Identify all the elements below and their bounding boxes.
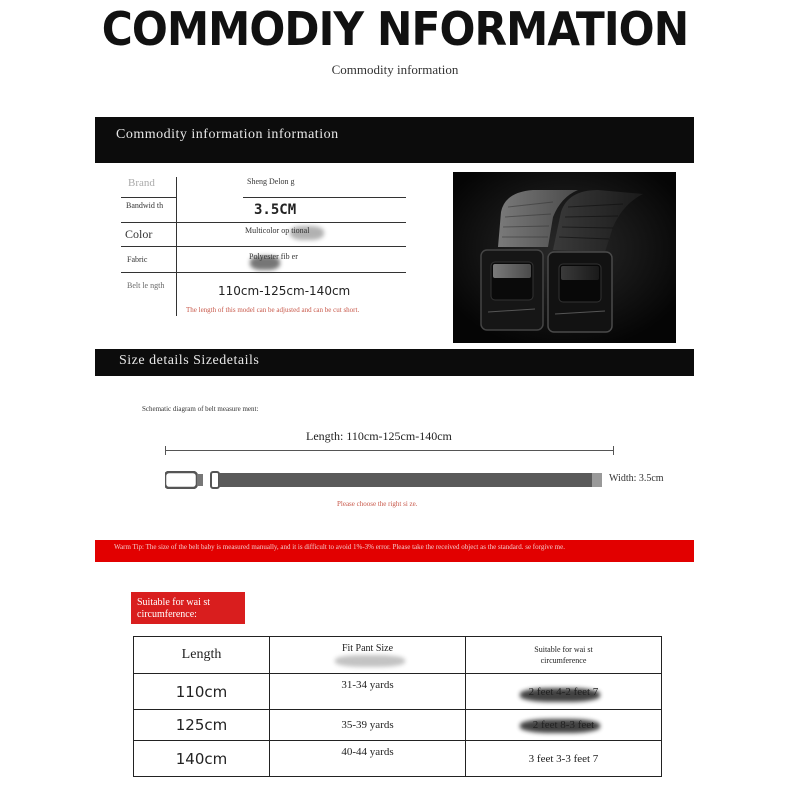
header-length: Length [134,637,270,674]
table-header-row [134,637,662,674]
shade-decoration [335,655,405,667]
row-divider [121,246,406,247]
length-dimension-line [165,450,614,451]
belt-length-label: Belt le ngth [127,281,165,290]
belt-product-image [453,172,676,343]
row-fit-size: 31-34 yards [270,674,466,710]
length-label: Length: 110cm-125cm-140cm [306,429,452,443]
adjust-note: The length of this model can be adjusted and can be cut short. [186,306,360,314]
size-section-title: Size details Sizedetails [119,353,260,368]
row-length: 125cm [134,710,270,741]
belt-diagram [165,471,602,489]
waist-tag-text: Suitable for wai st circumference: [137,597,211,620]
row-divider [243,197,406,198]
row-fit-size: 40-44 yards [270,741,466,777]
table-row [134,741,662,777]
info-section-bar [95,117,694,163]
row-divider [121,222,406,223]
fabric-value: Polyester fib er [249,252,298,261]
dimension-tick-right [613,446,614,455]
header-waist: Suitable for wai st circumference [466,637,662,674]
bandwidth-label: Bandwid th [126,201,164,210]
warm-tip-text: Warm Tip: The size of the belt baby is measured manually, and it is difficult to avoid 1%-3% error. Please take the received object as the standard. se forgive me. [114,543,565,551]
belt-illustration-icon [453,172,676,343]
brand-value: Sheng Delon g [247,177,295,186]
size-section-bar [95,349,694,376]
bandwidth-value: 3.5CM [254,202,297,218]
diagram-label: Schematic diagram of belt measure ment: [142,405,259,413]
row-divider [121,197,177,198]
shade-decoration [520,719,600,733]
row-divider [121,272,406,273]
row-waist: 3 feet 3-3 feet 7 [466,741,662,777]
width-label: Width: 3.5cm [609,473,664,484]
page-subtitle: Commodity information [331,62,459,77]
info-section-title: Commodity information information [116,127,339,142]
belt-length-value: 110cm-125cm-140cm [218,284,351,298]
choose-size-note: Please choose the right si ze. [337,500,418,508]
fabric-label: Fabric [127,255,148,264]
row-length: 110cm [134,674,270,710]
waist-circumference-tag [131,592,245,624]
header-fit-pant-size: Fit Pant Size [270,637,466,674]
color-label: Color [125,227,153,241]
belt-shape-icon [165,471,602,489]
page-title: COMMODIY NFORMATION [101,2,689,56]
row-fit-size: 35-39 yards [270,710,466,741]
shade-decoration [520,688,600,702]
row-length: 140cm [134,741,270,777]
color-value: Multicolor op tional [245,226,310,235]
dimension-tick-left [165,446,166,455]
brand-label: Brand [128,177,155,189]
warm-tip-banner [95,540,694,562]
